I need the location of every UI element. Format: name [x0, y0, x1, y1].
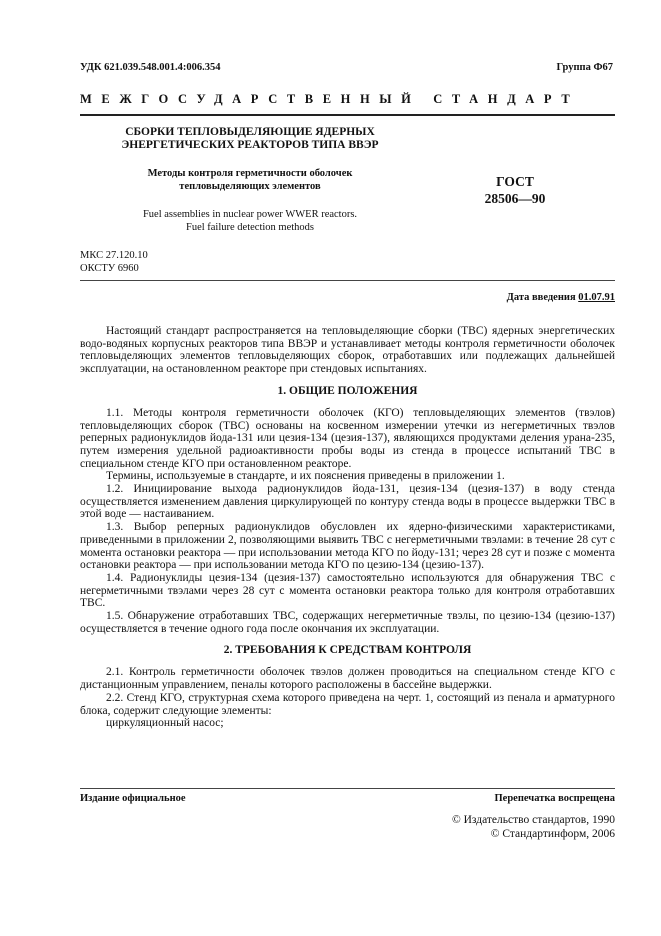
- paragraph-2-1: 2.1. Контроль герметичности оболочек твэлов должен проводиться на специальном стенде КГО с дистанционным управлением, пеналы которого расположены в бассейне выдержки.: [80, 666, 615, 692]
- introduction-date: [507, 292, 615, 303]
- paragraph-terms: Термины, используемые в стандарте, и их пояснения приведены в приложении 1.: [106, 470, 505, 483]
- english-title-line-2: Fuel failure detection methods: [185, 222, 314, 233]
- document-body: [80, 325, 615, 730]
- middle-rule: [80, 280, 615, 281]
- gost-designation: [450, 173, 580, 207]
- section-2-heading: 2. ТРЕБОВАНИЯ К СРЕДСТВАМ КОНТРОЛЯ: [223, 644, 472, 657]
- title-line-2: ЭНЕРГЕТИЧЕСКИХ РЕАКТОРОВ ТИПА ВВЭР: [121, 139, 379, 151]
- edition-note: Издание официальное: [80, 793, 186, 804]
- top-rule: [80, 114, 615, 116]
- standard-banner: МЕЖГОСУДАРСТВЕННЫЙ СТАНДАРТ: [80, 92, 580, 106]
- list-item: циркуляционный насос;: [106, 717, 224, 730]
- paragraph-1-3: 1.3. Выбор реперных радионуклидов обусловлен их ядерно-физическими характеристиками, приведенными в приложении 2, позволяющими выявить ТВС с негерметичными твэлами: в течение 28 сут с момента остановки реактора — при использовании метода КГО по йоду-131; через 28 сут и позже с момента остановки реактора — при использовании метода КГО по цезию-134 (цезию-137).: [80, 521, 615, 572]
- introduction-date-value: 01.07.91: [578, 292, 615, 303]
- mks-code: МКС 27.120.10: [80, 250, 148, 261]
- paragraph-1-5: 1.5. Обнаружение отработавших ТВС, содержащих негерметичные твэлы, по цезию-134 (цезию-137) осуществляется в течение одного года после окончания их эксплуатации.: [80, 610, 615, 635]
- paragraph-1-2: 1.2. Инициирование выхода радионуклидов йода-131, цезия-134 (цезия-137) в воду стенда осуществляется изменением давления циркулирующей по контуру стенда воды в процессе выдержки ТВС в этой воде — настаиванием.: [80, 483, 615, 521]
- gost-label: ГОСТ: [496, 174, 534, 189]
- copyright-block: [452, 813, 615, 841]
- title-line-1: СБОРКИ ТЕПЛОВЫДЕЛЯЮЩИЕ ЯДЕРНЫХ: [125, 126, 375, 138]
- english-title-line-1: Fuel assemblies in nuclear power WWER reactors.: [142, 209, 358, 220]
- document-title: [80, 126, 420, 152]
- paragraph-2-2: 2.2. Стенд КГО, структурная схема которого приведена на черт. 1, состоящий из пенала и арматурного блока, содержит следующие элементы:: [80, 691, 615, 717]
- group-code: Группа Ф67: [556, 62, 613, 73]
- okstu-code: ОКСТУ 6960: [80, 263, 139, 274]
- gost-number: 28506—90: [484, 191, 546, 206]
- document-subtitle: [80, 167, 420, 193]
- english-title: [80, 208, 420, 234]
- bottom-rule: [80, 788, 615, 789]
- classification-codes: [80, 249, 148, 275]
- introduction-date-label: Дата введения: [506, 292, 576, 303]
- paragraph-1-4: 1.4. Радионуклиды цезия-134 (цезия-137) самостоятельно используются для обнаружения ТВС с негерметичными твэлами через 28 сут с момента остановки реактора только для контроля отработавших ТВС.: [80, 571, 615, 610]
- copyright-line-1: © Издательство стандартов, 1990: [451, 814, 615, 826]
- reprint-note: Перепечатка воспрещена: [494, 793, 615, 804]
- subtitle-line-1: Методы контроля герметичности оболочек: [147, 168, 353, 179]
- paragraph-1-1: 1.1. Методы контроля герметичности оболочек (КГО) тепловыделяющих элементов (твэлов) тепловыделяющих сборок (ТВС) основаны на косвенном измерении утечки из негерметичных твэлов реперных радионуклидов йода-131 или цезия-134 (цезия-137), являющихся продуктами деления урана-235, путем измерения удельной радиоактивности пробы воды из стенда в процессе испытаний ТВС в специальном стенде КГО при остановленном реакторе.: [80, 406, 615, 470]
- section-1-heading: 1. ОБЩИЕ ПОЛОЖЕНИЯ: [277, 384, 418, 397]
- udk-code: УДК 621.039.548.001.4:006.354: [80, 62, 221, 73]
- subtitle-line-2: тепловыделяющих элементов: [179, 181, 321, 192]
- intro-paragraph: Настоящий стандарт распространяется на тепловыделяющие сборки (ТВС) ядерных энергетических водо-водяных корпусных реакторов типа ВВЭР и устанавливает методы контроля герметичности оболочек тепловыделяющих элементов тепловыделяющих сборок, отработавших или подлежащих дальнейшей эксплуатации, на остановленном реакторе при стендовых испытаниях.: [80, 325, 615, 376]
- copyright-line-2: © Стандартинформ, 2006: [490, 828, 615, 840]
